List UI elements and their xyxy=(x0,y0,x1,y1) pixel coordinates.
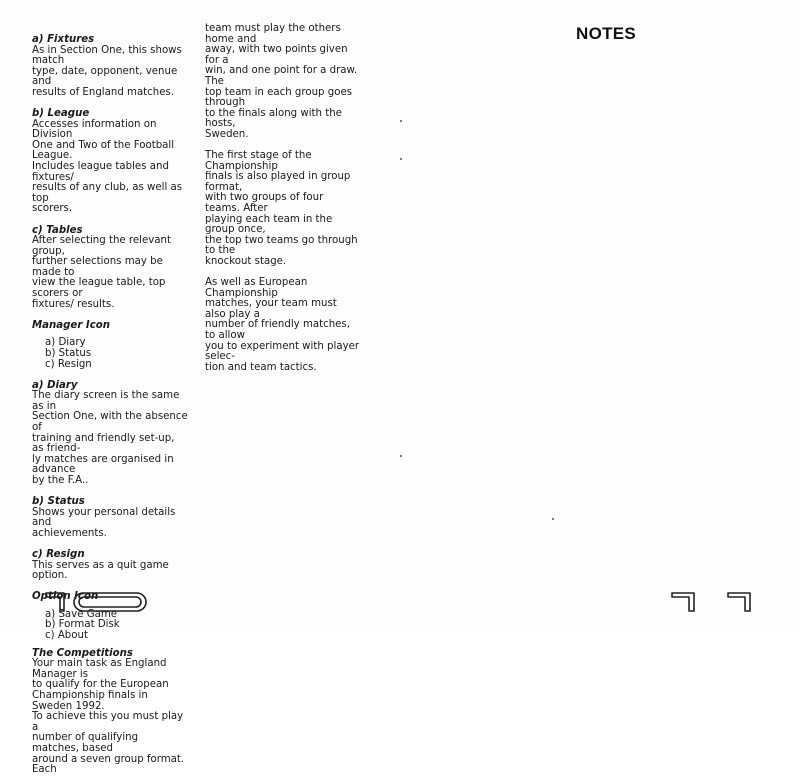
list-item: a) Diary xyxy=(45,337,86,349)
page-number-left xyxy=(44,588,154,616)
friendly-matches-text: As well as European Championship matches, your team must also play a number of friendly matches, to allow you to experiment with player selec- tion and team tactics. xyxy=(205,277,360,373)
status-heading: b) Status xyxy=(32,496,85,508)
list-item: c) Resign xyxy=(45,358,92,370)
list-item: b) Format Disk xyxy=(45,619,120,631)
list-item: b) Status xyxy=(45,347,92,359)
middle-column xyxy=(205,24,360,373)
page-number-right xyxy=(670,588,780,616)
list-item: a) Save Game xyxy=(45,608,118,620)
competitions-text: Your main task as England Manager is to qualify for the European Championship finals in Sweden 1992. To achieve this you must play a number of qualifying matches, based around a seven group format. Each xyxy=(32,658,185,776)
option-icon-heading: Option Icon xyxy=(32,591,99,603)
right-page xyxy=(400,0,800,630)
left-column xyxy=(32,35,188,776)
notes-title: NOTES xyxy=(576,24,637,43)
resign-text: This serves as a quit game option. xyxy=(32,559,169,582)
resign-heading: c) Resign xyxy=(32,548,85,560)
list-item: c) About xyxy=(45,630,88,641)
championship-finals-text: The first stage of the Championship finals is also played in group format, with two groups of four teams. After playing each team in the group once, the top two teams go through to the knockout stage. xyxy=(205,150,358,267)
league-text: Accesses information on Division One and Two of the Football League. Includes league tables and fixtures/ results of any club, as well as top scorers. xyxy=(32,118,183,215)
status-text: Shows your personal details and achievements. xyxy=(32,506,176,539)
league-heading: b) League xyxy=(32,108,90,120)
diary-text: The diary screen is the same as in Section One, with the absence of training and friendly set-up, as friend- ly matches are organised in advance by the F.A.. xyxy=(32,390,188,486)
manager-icon-list xyxy=(32,338,188,370)
tables-text: After selecting the relevant group, further selections may be made to view the league table, top scorers or fixtures/ results. xyxy=(32,235,171,310)
fixtures-heading: a) Fixtures xyxy=(32,34,95,45)
tables-heading: c) Tables xyxy=(32,224,83,236)
competitions-heading: The Competitions xyxy=(32,647,133,659)
competitions-continued-text: team must play the others home and away, with two points given for a win, and one point for a draw. The top team in each group goes through to the finals along with the hosts, Sweden. xyxy=(205,23,358,140)
manager-icon-heading: Manager Icon xyxy=(32,319,110,331)
fixtures-text: As in Section One, this shows match type, date, opponent, venue and results of England matches. xyxy=(32,44,182,98)
diary-heading: a) Diary xyxy=(32,379,78,391)
